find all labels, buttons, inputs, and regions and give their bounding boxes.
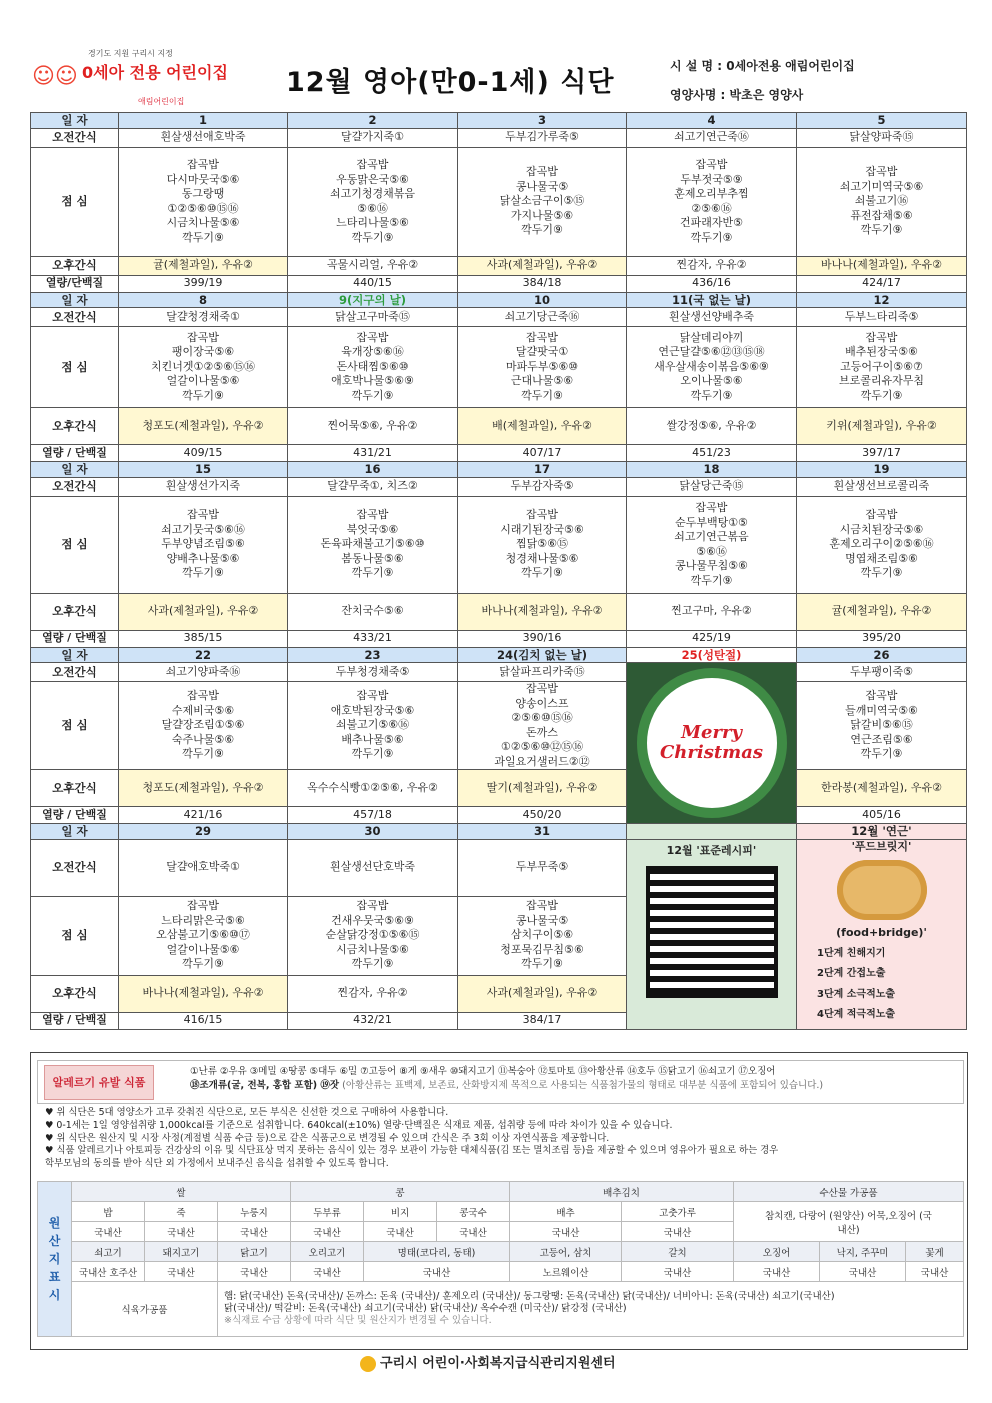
lunch-cell: 잡곡밥 콩나물국⑤ 닭살소금구이⑤⑮ 가지나물⑤⑥ 깍두기⑨ <box>458 147 627 256</box>
afternoon-snack-cell: 청포도(제철과일), 우유② <box>119 770 288 807</box>
kcal-cell: 390/16 <box>458 630 627 647</box>
kcal-label: 열량 / 단백질 <box>31 1012 119 1029</box>
lunch-cell: 잡곡밥 느타리맑은국⑤⑥ 오삼불고기⑤⑥⑩⑰ 얼갈이나물⑤⑥ 깍두기⑨ <box>119 896 288 975</box>
afternoon-snack-label: 오후간식 <box>31 593 119 630</box>
lunch-cell: 잡곡밥 애호박된장국⑤⑥ 쇠불고기⑤⑥⑯ 배추나물⑤⑥ 깍두기⑨ <box>288 682 458 770</box>
day-cell: 30 <box>288 824 458 840</box>
kcal-cell: 424/17 <box>797 275 967 292</box>
afternoon-snack-cell: 바나나(제철과일), 우유② <box>119 975 288 1012</box>
morning-snack-cell: 흰살생선단호박죽 <box>288 839 458 896</box>
morning-snack-cell: 달걀무죽①, 치즈② <box>288 477 458 496</box>
kcal-cell: 397/17 <box>797 445 967 462</box>
origin-value: 국내산 <box>145 1222 218 1242</box>
origin-meat-value: 국내산 호주산 <box>72 1262 145 1282</box>
special-title: 12월 '연근' <box>797 824 967 840</box>
day-cell: 17 <box>458 462 627 478</box>
morning-snack-label: 오전간식 <box>31 308 119 327</box>
kcal-cell: 440/15 <box>288 275 458 292</box>
menu-notes <box>45 1107 778 1171</box>
footer-brand: 구리시 어린이·사회복지급식관리지원센터 <box>360 1352 616 1372</box>
lunch-cell: 잡곡밥 순두부백탕①⑤ 쇠고기연근볶음 ⑤⑥⑯ 콩나물무침⑤⑥ 깍두기⑨ <box>627 496 797 593</box>
origin-meat-head: 고등어, 삼치 <box>510 1242 622 1262</box>
kcal-label: 열량/단백질 <box>31 275 119 292</box>
day-cell: 5 <box>797 113 967 129</box>
morning-snack-cell: 두부청경채죽⑤ <box>288 663 458 682</box>
origin-value: 국내산 <box>510 1222 622 1242</box>
afternoon-snack-label: 오후간식 <box>31 256 119 275</box>
food-bridge-step: 4단계 적극적노출 <box>817 1009 896 1020</box>
kcal-label: 열량 / 단백질 <box>31 445 119 462</box>
origin-meat-value: 국내산 <box>734 1262 820 1282</box>
origin-meat-head: 갈치 <box>622 1242 734 1262</box>
day-header-label: 일 자 <box>31 647 119 663</box>
page-title: 12월 영아(만0-1세) 식단 <box>286 67 615 98</box>
day-header-label: 일 자 <box>31 462 119 478</box>
day-cell: 2 <box>288 113 458 129</box>
lunch-cell: 잡곡밥 북엇국⑤⑥ 돈육파채불고기⑤⑥⑩ 봄동나물⑤⑥ 깍두기⑨ <box>288 496 458 593</box>
afternoon-snack-cell: 옥수수식빵①②⑤⑥, 우유② <box>288 770 458 807</box>
logo-small-text: 애림어린이집 <box>138 97 185 106</box>
page-header <box>30 38 965 116</box>
lunch-cell: 잡곡밥 쇠고기미역국⑤⑥ 쇠불고기⑯ 퓨전잡채⑤⑥ 깍두기⑨ <box>797 147 967 256</box>
origin-meat-value: 국내산 <box>820 1262 906 1282</box>
origin-head: 고춧가루 <box>622 1202 734 1222</box>
kcal-cell: 433/21 <box>288 630 458 647</box>
afternoon-snack-cell: 찐어묵⑤⑥, 우유② <box>288 408 458 445</box>
wreath-icon: Merry Christmas <box>637 668 787 818</box>
allergy-tag: 알레르기 유발 식품 <box>44 1065 154 1100</box>
lunch-cell: 잡곡밥 들깨미역국⑤⑥ 닭갈비⑤⑥⑮ 연근조림⑤⑥ 깍두기⑨ <box>797 682 967 770</box>
morning-snack-cell: 닭살고구마죽⑮ <box>288 308 458 327</box>
allergy-line-1: ①난류 ②우유 ③메밀 ④땅콩 ⑤대두 ⑥밀 ⑦고등어 ⑧게 ⑨새우 ⑩돼지고기 ⑪복숭아 ⑫토마토 ⑬아황산류 ⑭호두 ⑮닭고기 ⑯쇠고기 ⑰오징어 <box>190 1066 776 1077</box>
morning-snack-label: 오전간식 <box>31 663 119 682</box>
morning-snack-cell: 흰살생선브로콜리죽 <box>797 477 967 496</box>
afternoon-snack-cell: 찐고구마, 우유② <box>627 593 797 630</box>
origin-value: 국내산 <box>364 1222 437 1242</box>
lunch-label: 점 심 <box>31 682 119 770</box>
lunch-cell: 잡곡밥 팽이장국⑤⑥ 치킨너겟①②⑤⑥⑮⑯ 얼갈이나물⑤⑥ 깍두기⑨ <box>119 327 288 408</box>
afternoon-snack-cell: 청포도(제철과일), 우유② <box>119 408 288 445</box>
afternoon-snack-cell: 귤(제철과일), 우유② <box>797 593 967 630</box>
allergy-section <box>37 1060 964 1104</box>
kcal-cell: 399/19 <box>119 275 288 292</box>
morning-snack-cell: 흰살생선애호박죽 <box>119 128 288 147</box>
afternoon-snack-cell: 사과(제철과일), 우유② <box>458 975 627 1012</box>
daycare-logo <box>30 40 250 110</box>
note-line: ♥ 식품 알레르기나 아토피등 건강상의 이유 및 식단표상 먹지 못하는 음식이 있는 경우 보관이 가능한 대체식품(김 또는 멸치조림 등)을 제공할 수 있으며 영유아가 필요로 하는 경우 <box>45 1145 779 1157</box>
origin-processed-text: 햄: 닭(국내산) 돈육(국내산)/ 돈까스: 돈육 (국내산)/ 훈제오리 (국내산)/ 동그랑땡: 돈육(국내산) 닭(국내산)/ 너비아니: 돈육(국내산) 쇠고기(국내산) 닭(국내산)/ 떡갈비: 돈육(국내산) 쇠고기(국내산) 닭(국내산)/ 옥수수캔 (미국산)/ 닭강정 (국내산) ※식재료 수급 상황에 따라 식단 및 원산지가 변경될 수 있습니다. <box>218 1282 964 1337</box>
afternoon-snack-cell: 바나나(제철과일), 우유② <box>797 256 967 275</box>
food-bridge-step: 2단계 간접노출 <box>817 968 886 979</box>
origin-value: 국내산 <box>72 1222 145 1242</box>
day-cell: 3 <box>458 113 627 129</box>
facility-info <box>670 52 855 110</box>
kcal-cell: 457/18 <box>288 807 458 824</box>
day-cell: 26 <box>797 647 967 663</box>
kcal-cell: 432/21 <box>288 1012 458 1029</box>
note-line: 학부모님의 동의를 받아 식단 외 가정에서 보내주신 음식을 섭취할 수 있도록 합니다. <box>45 1158 389 1170</box>
food-bridge-panel: '푸드브릿지' (food+bridge)' 1단계 친해지기 2단계 간접노출 3단계 소극적노출 4단계 적극적노출 <box>797 839 967 1029</box>
morning-snack-cell: 달걀애호박죽① <box>119 839 288 896</box>
day-cell: 25(성탄절) <box>627 647 797 663</box>
origin-value: 국내산 <box>218 1222 291 1242</box>
lunch-cell: 잡곡밥 시금치된장국⑤⑥ 훈제오리구이②⑤⑥⑯ 명엽채조림⑤⑥ 깍두기⑨ <box>797 496 967 593</box>
day-cell: 9(지구의 날) <box>288 292 458 308</box>
lunch-cell: 잡곡밥 다시마뭇국⑤⑥ 동그랑땡 ①②⑤⑥⑩⑮⑯ 시금치나물⑤⑥ 깍두기⑨ <box>119 147 288 256</box>
morning-snack-cell: 두부느타리죽⑤ <box>797 308 967 327</box>
day-cell: 15 <box>119 462 288 478</box>
origin-meat-head: 오징어 <box>734 1242 820 1262</box>
origin-group-rice: 쌀 <box>72 1182 291 1202</box>
logo-main-text: 0세아 전용 어린이집 <box>82 63 228 82</box>
morning-snack-cell: 달걀가지죽① <box>288 128 458 147</box>
day-cell: 29 <box>119 824 288 840</box>
afternoon-snack-cell: 잔치국수⑤⑥ <box>288 593 458 630</box>
origin-seafood-value: 참치캔, 다랑어 (원양산) 어묵,오징어 (국내산) <box>734 1202 964 1242</box>
day-cell: 10 <box>458 292 627 308</box>
kcal-cell: 385/15 <box>119 630 288 647</box>
origin-meat-head: 오리고기 <box>291 1242 364 1262</box>
children-faces-icon: ☺☺ <box>32 64 78 89</box>
origin-table <box>37 1181 964 1337</box>
origin-meat-value: 노르웨이산 <box>510 1262 622 1282</box>
morning-snack-cell: 닭살양파죽⑮ <box>797 128 967 147</box>
origin-head: 두부류 <box>291 1202 364 1222</box>
lotus-root-icon <box>837 860 927 920</box>
origin-meat-head: 돼지고기 <box>145 1242 218 1262</box>
allergy-list <box>190 1065 823 1093</box>
afternoon-snack-cell: 키위(제철과일), 우유② <box>797 408 967 445</box>
afternoon-snack-label: 오후간식 <box>31 408 119 445</box>
kcal-cell: 384/17 <box>458 1012 627 1029</box>
day-cell: 24(김치 없는 날) <box>458 647 627 663</box>
day-cell: 12 <box>797 292 967 308</box>
day-cell: 19 <box>797 462 967 478</box>
afternoon-snack-cell: 바나나(제철과일), 우유② <box>458 593 627 630</box>
origin-meat-head: 명태(코다리, 동태) <box>364 1242 510 1262</box>
origin-meat-head: 닭고기 <box>218 1242 291 1262</box>
day-header-label: 일 자 <box>31 113 119 129</box>
kcal-label: 열량 / 단백질 <box>31 807 119 824</box>
origin-value: 국내산 <box>291 1222 364 1242</box>
afternoon-snack-cell: 한라봉(제철과일), 우유② <box>797 770 967 807</box>
origin-side-label: 원 산 지 표 시 <box>38 1182 72 1337</box>
origin-group-kimchi: 배추김치 <box>510 1182 734 1202</box>
morning-snack-label: 오전간식 <box>31 839 119 896</box>
lunch-cell: 잡곡밥 배추된장국⑤⑥ 고등어구이⑤⑥⑦ 브로콜리유자무침 깍두기⑨ <box>797 327 967 408</box>
morning-snack-label: 오전간식 <box>31 477 119 496</box>
kcal-cell: 421/16 <box>119 807 288 824</box>
morning-snack-cell: 달걀청경채죽① <box>119 308 288 327</box>
footer-info-box <box>30 1052 968 1350</box>
day-cell: 11(국 없는 날) <box>627 292 797 308</box>
day-header-label: 일 자 <box>31 292 119 308</box>
afternoon-snack-cell: 곡물시리얼, 우유② <box>288 256 458 275</box>
kcal-label: 열량 / 단백질 <box>31 630 119 647</box>
facility-name: 시 설 명 : 0세아전용 애림어린이집 <box>670 59 855 73</box>
food-bridge-step: 1단계 친해지기 <box>817 947 886 959</box>
kcal-cell: 450/20 <box>458 807 627 824</box>
kcal-cell: 395/20 <box>797 630 967 647</box>
day-cell: 16 <box>288 462 458 478</box>
morning-snack-cell: 쇠고기연근죽⑯ <box>627 128 797 147</box>
kcal-cell: 436/16 <box>627 275 797 292</box>
logo-subtitle: 경기도 지원 구리시 지정 <box>88 49 173 58</box>
lunch-cell: 잡곡밥 건새우뭇국⑤⑥⑨ 순살닭강정①⑤⑥⑮ 시금치나물⑤⑥ 깍두기⑨ <box>288 896 458 975</box>
note-line: ♥ 0-1세는 1일 영양섭취량 1,000kcal를 기준으로 섭취합니다. 640kcal(±10%) 열량·단백질은 식재료 제품, 섭취량 등에 따라 차이가 있을 수 있습니다. <box>45 1119 673 1131</box>
food-bridge-step: 3단계 소극적노출 <box>817 988 896 1000</box>
afternoon-snack-label: 오후간식 <box>31 770 119 807</box>
lunch-label: 점 심 <box>31 147 119 256</box>
kcal-cell: 425/19 <box>627 630 797 647</box>
origin-head: 누룽지 <box>218 1202 291 1222</box>
afternoon-snack-cell: 사과(제철과일), 우유② <box>458 256 627 275</box>
origin-head: 밥 <box>72 1202 145 1222</box>
morning-snack-cell: 쇠고기당근죽⑯ <box>458 308 627 327</box>
menu-table <box>30 112 967 1030</box>
lunch-cell: 잡곡밥 육개장⑤⑥⑯ 돈사태찜⑤⑥⑩ 애호박나물⑤⑥⑨ 깍두기⑨ <box>288 327 458 408</box>
dietitian-name: 영양사명 : 박초은 영양사 <box>670 88 804 102</box>
morning-snack-cell: 두부감자죽⑤ <box>458 477 627 496</box>
kcal-cell: 409/15 <box>119 445 288 462</box>
lunch-cell: 잡곡밥 쇠고기뭇국⑤⑥⑯ 두부양념조림⑤⑥ 양배추나물⑤⑥ 깍두기⑨ <box>119 496 288 593</box>
afternoon-snack-label: 오후간식 <box>31 975 119 1012</box>
kcal-cell: 416/15 <box>119 1012 288 1029</box>
origin-meat-head: 꽃게 <box>906 1242 964 1262</box>
note-line: ♥ 위 식단은 원산지 및 시장 사정(계절별 식품 수급 등)으로 같은 식품군으로 변경될 수 있으며 간식은 주 3회 이상 자연식품을 제공합니다. <box>45 1132 610 1144</box>
lunch-cell: 잡곡밥 콩나물국⑤ 삼치구이⑤⑥ 청포묵김무침⑤⑥ 깍두기⑨ <box>458 896 627 975</box>
origin-head: 콩국수 <box>437 1202 510 1222</box>
morning-snack-cell: 쇠고기양파죽⑯ <box>119 663 288 682</box>
origin-head: 비지 <box>364 1202 437 1222</box>
origin-meat-value: 국내산 <box>218 1262 291 1282</box>
origin-meat-head: 쇠고기 <box>72 1242 145 1262</box>
afternoon-snack-cell: 배(제철과일), 우유② <box>458 408 627 445</box>
lunch-label: 점 심 <box>31 496 119 593</box>
lunch-cell: 닭살데리야끼 연근달걀⑤⑥⑫⑬⑮⑱ 새우살새송이볶음⑤⑥⑨ 오이나물⑤⑥ 깍두기⑨ <box>627 327 797 408</box>
day-cell: 31 <box>458 824 627 840</box>
origin-head: 배추 <box>510 1202 622 1222</box>
afternoon-snack-cell: 찐감자, 우유② <box>627 256 797 275</box>
origin-value: 국내산 <box>622 1222 734 1242</box>
lunch-cell: 잡곡밥 두부젓국⑤⑨ 훈제오리부추찜 ②⑤⑥⑯ 건파래자반⑤ 깍두기⑨ <box>627 147 797 256</box>
morning-snack-cell: 두부무죽⑤ <box>458 839 627 896</box>
origin-meat-head: 낙지, 주꾸미 <box>820 1242 906 1262</box>
morning-snack-label: 오전간식 <box>31 128 119 147</box>
origin-value: 국내산 <box>437 1222 510 1242</box>
lunch-cell: 잡곡밥 수제비국⑤⑥ 달걀장조림①⑤⑥ 숙주나물⑤⑥ 깍두기⑨ <box>119 682 288 770</box>
afternoon-snack-cell: 쌀강정⑤⑥, 우유② <box>627 408 797 445</box>
lunch-label: 점 심 <box>31 327 119 408</box>
qr-code-icon <box>646 866 778 998</box>
origin-group-bean: 콩 <box>291 1182 510 1202</box>
origin-processed-label: 식육가공품 <box>72 1282 218 1337</box>
morning-snack-cell: 닭살당근죽⑮ <box>627 477 797 496</box>
allergy-note: (아황산류는 표백제, 보존료, 산화방지제 목적으로 사용되는 식품첨가물의 형태로 대부분 식품에 포함되어 있습니다.) <box>342 1080 824 1091</box>
recipe-qr-panel: 12월 '표준레시피' <box>627 839 797 1029</box>
kcal-cell: 451/23 <box>627 445 797 462</box>
lunch-cell: 잡곡밥 달걀팟국① 마파두부⑤⑥⑩ 근대나물⑤⑥ 깍두기⑨ <box>458 327 627 408</box>
kcal-cell: 384/18 <box>458 275 627 292</box>
origin-meat-value: 국내산 <box>291 1262 364 1282</box>
day-cell: 1 <box>119 113 288 129</box>
afternoon-snack-cell: 사과(제철과일), 우유② <box>119 593 288 630</box>
origin-meat-value: 국내산 <box>145 1262 218 1282</box>
lunch-label: 점 심 <box>31 896 119 975</box>
lunch-cell: 잡곡밥 시래기된장국⑤⑥ 찜닭⑤⑥⑮ 청경채나물⑤⑥ 깍두기⑨ <box>458 496 627 593</box>
day-header-label: 일 자 <box>31 824 119 840</box>
smile-logo-icon <box>360 1356 376 1372</box>
origin-group-seafood: 수산물 가공품 <box>734 1182 964 1202</box>
kcal-cell: 407/17 <box>458 445 627 462</box>
day-cell: 18 <box>627 462 797 478</box>
morning-snack-cell: 흰살생선양배추죽 <box>627 308 797 327</box>
christmas-image <box>627 663 797 824</box>
lunch-cell: 잡곡밥 양송이스프 ②⑤⑥⑩⑮⑯ 돈까스 ①②⑤⑥⑩⑫⑮⑯ 과일요거샐러드②⑫ <box>458 682 627 770</box>
morning-snack-cell: 흰살생선가지죽 <box>119 477 288 496</box>
morning-snack-cell: 두부팽이죽⑤ <box>797 663 967 682</box>
kcal-cell: 405/16 <box>797 807 967 824</box>
lunch-cell: 잡곡밥 우동맑은국⑤⑥ 쇠고기청경채볶음 ⑤⑥⑯ 느타리나물⑤⑥ 깍두기⑨ <box>288 147 458 256</box>
origin-head: 죽 <box>145 1202 218 1222</box>
day-cell: 23 <box>288 647 458 663</box>
morning-snack-cell: 닭살파프리카죽⑮ <box>458 663 627 682</box>
afternoon-snack-cell: 찐감자, 우유② <box>288 975 458 1012</box>
morning-snack-cell: 두부김가루죽⑤ <box>458 128 627 147</box>
afternoon-snack-cell: 딸기(제철과일), 우유② <box>458 770 627 807</box>
kcal-cell: 431/21 <box>288 445 458 462</box>
afternoon-snack-cell: 귤(제철과일), 우유② <box>119 256 288 275</box>
day-cell: 22 <box>119 647 288 663</box>
note-line: ♥ 위 식단은 5대 영양소가 고루 갖춰진 식단으로, 모든 부식은 신선한 것으로 구매하여 사용합니다. <box>45 1107 449 1118</box>
origin-meat-value: 국내산 <box>364 1262 510 1282</box>
allergy-line-2: ⑱조개류(굴, 전복, 홍합 포함) ⑲잣 (아황산류는 표백제, 보존료, 산화방지제 목적으로 사용되는 식품첨가물의 형태로 대부분 식품에 포함되어 있습니다.) <box>190 1080 824 1091</box>
day-cell: 4 <box>627 113 797 129</box>
day-cell: 8 <box>119 292 288 308</box>
origin-meat-value: 국내산 <box>622 1262 734 1282</box>
origin-meat-value: 국내산 <box>906 1262 964 1282</box>
